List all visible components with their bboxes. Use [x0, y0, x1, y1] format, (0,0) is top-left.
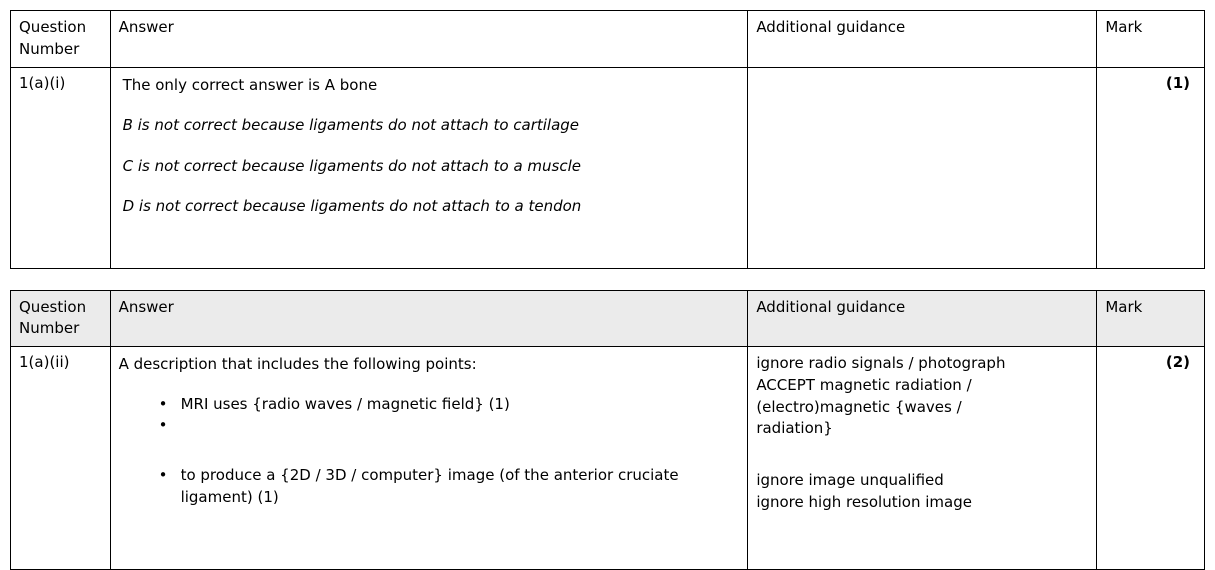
mark-scheme-table-1	[10, 10, 1205, 269]
table-2-wrapper	[10, 290, 1205, 570]
answer-intro-text: A description that includes the following points:	[119, 353, 740, 376]
header-question-number-line1: Question	[19, 17, 102, 39]
guidance-line: radiation}	[756, 418, 1088, 440]
table-header-row	[11, 11, 1205, 68]
table-row	[11, 67, 1205, 268]
answer-line-distractor-b: B is not correct because ligaments do not attach to cartilage	[119, 114, 740, 137]
guidance-line: ignore high resolution image	[756, 492, 1088, 514]
table-row	[11, 347, 1205, 570]
header-additional-guidance: Additional guidance	[748, 290, 1097, 347]
guidance-line: (electro)magnetic {waves /	[756, 397, 1088, 419]
header-mark: Mark	[1097, 11, 1205, 68]
mark-scheme-table-2	[10, 290, 1205, 570]
mark-cell	[1097, 67, 1205, 268]
mark-cell	[1097, 347, 1205, 570]
list-item: • to produce a {2D / 3D / computer} image (of the anterior cruciate ligament) (1)	[119, 465, 740, 509]
header-additional-guidance: Additional guidance	[748, 11, 1097, 68]
list-item: • MRI uses {radio waves / magnetic field} (1)	[119, 394, 740, 416]
spacer	[119, 376, 740, 394]
spacer	[119, 177, 740, 195]
guidance-line: ignore radio signals / photograph	[756, 353, 1088, 375]
answer-line-distractor-c: C is not correct because ligaments do not attach to a muscle	[119, 155, 740, 178]
header-question-number-line1: Question	[19, 297, 102, 319]
mark-value: (1)	[1105, 74, 1196, 92]
header-answer: Answer	[110, 11, 748, 68]
header-answer: Answer	[110, 290, 748, 347]
guidance-line: ignore image unqualified	[756, 470, 1088, 492]
table-header-row	[11, 290, 1205, 347]
mark-value: (2)	[1105, 353, 1196, 371]
question-number-cell: 1(a)(ii)	[11, 347, 111, 570]
answer-line-correct: The only correct answer is A bone	[119, 74, 740, 97]
spacer	[119, 415, 740, 465]
answer-cell	[110, 347, 748, 570]
spacer	[119, 96, 740, 114]
answer-bullet-list	[119, 394, 740, 509]
spacer	[119, 137, 740, 155]
guidance-block	[756, 353, 1088, 440]
header-question-number	[11, 11, 111, 68]
header-question-number	[11, 290, 111, 347]
header-mark: Mark	[1097, 290, 1205, 347]
answer-cell	[110, 67, 748, 268]
additional-guidance-cell	[748, 347, 1097, 570]
additional-guidance-cell	[748, 67, 1097, 268]
guidance-block	[756, 470, 1088, 514]
guidance-line: ACCEPT magnetic radiation /	[756, 375, 1088, 397]
header-question-number-line2: Number	[19, 39, 102, 61]
answer-line-distractor-d: D is not correct because ligaments do not attach to a tendon	[119, 195, 740, 218]
header-question-number-line2: Number	[19, 318, 102, 340]
question-number-cell: 1(a)(i)	[11, 67, 111, 268]
